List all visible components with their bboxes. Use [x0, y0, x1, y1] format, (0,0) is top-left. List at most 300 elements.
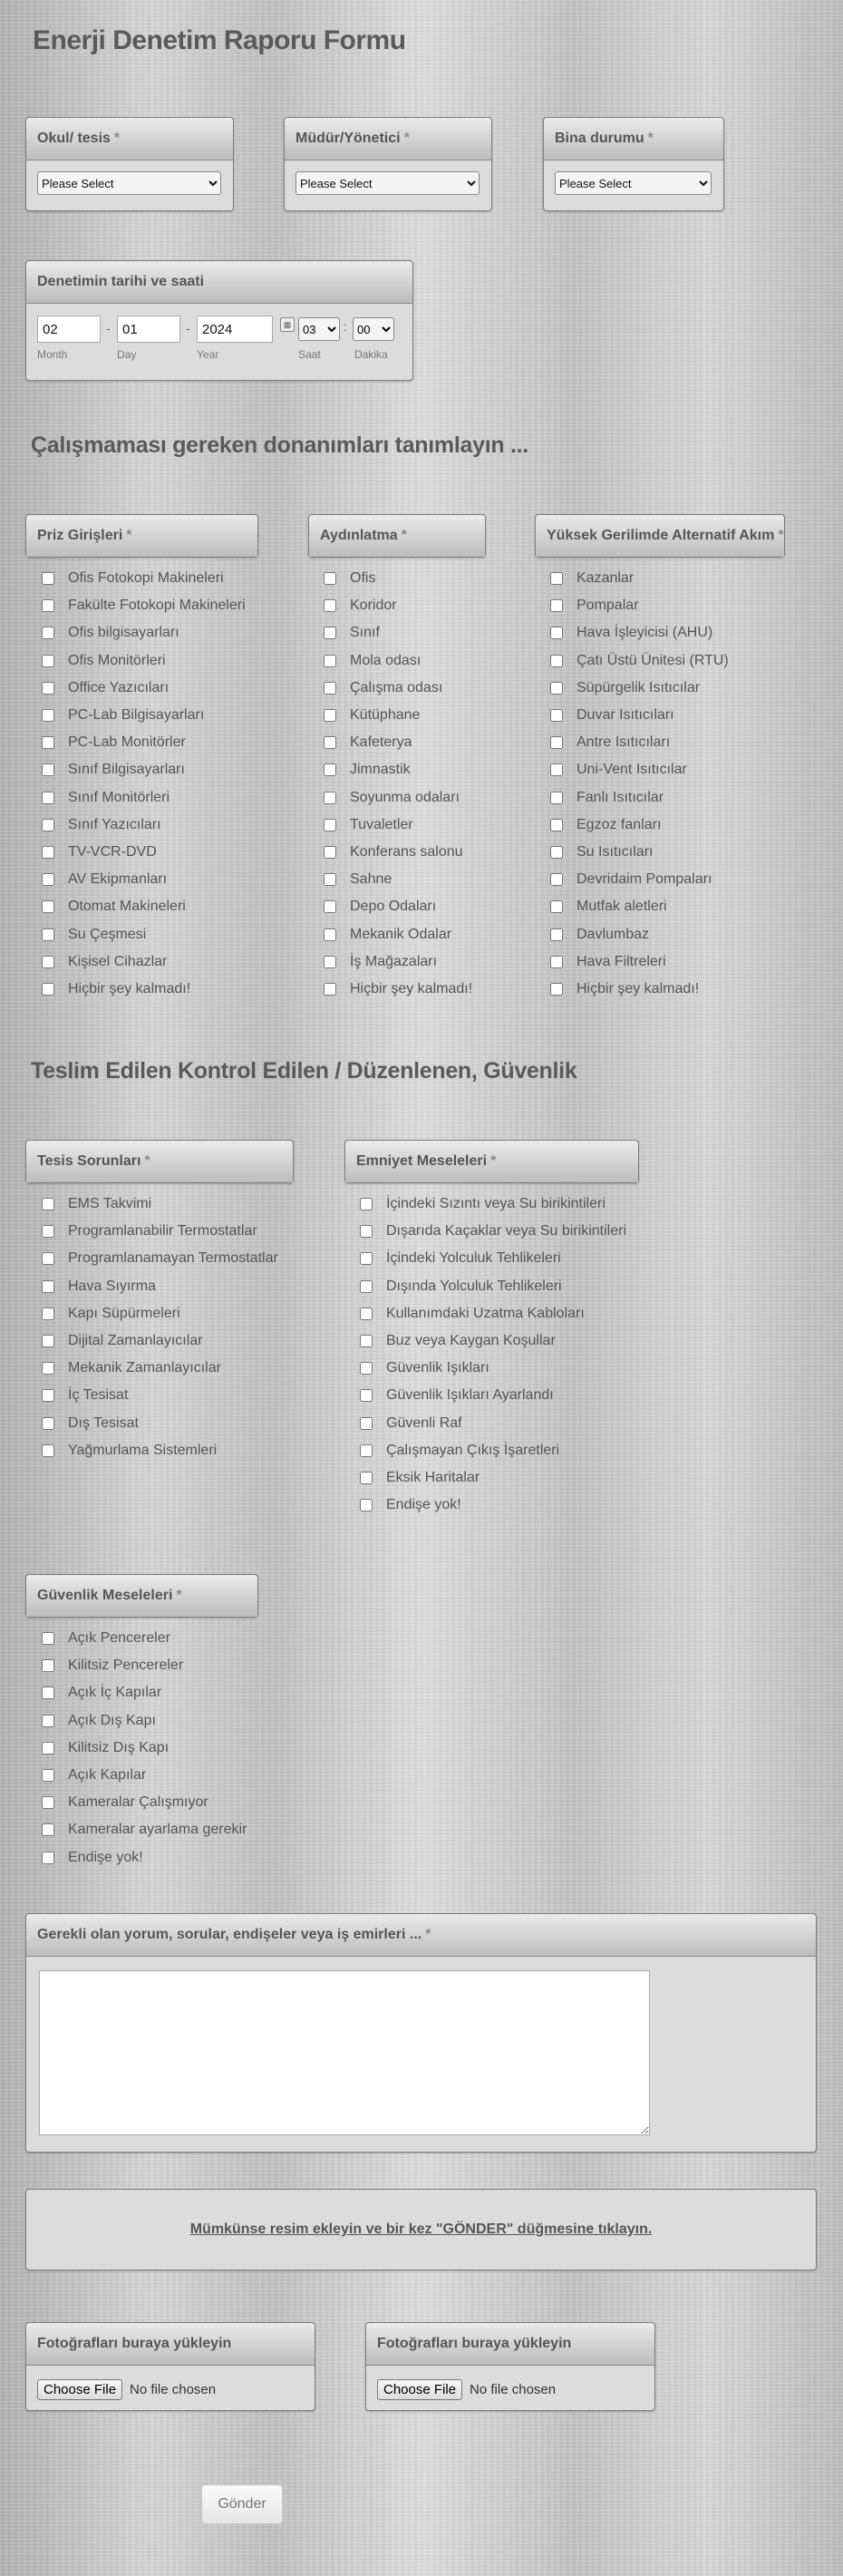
hvac-checklist — [550, 565, 729, 1003]
checkbox-item[interactable] — [42, 592, 246, 619]
checkbox[interactable] — [42, 599, 54, 612]
checkbox[interactable] — [324, 655, 336, 667]
checkbox-label: Kütüphane — [350, 707, 421, 724]
hour-select[interactable] — [298, 317, 340, 341]
checkbox[interactable] — [550, 709, 563, 722]
checkbox-label: Uni-Vent Isıtıcılar — [577, 762, 687, 778]
required-mark: * — [778, 528, 784, 543]
checkbox-item[interactable] — [324, 812, 472, 839]
checkbox-item[interactable] — [324, 565, 472, 592]
checkbox-item[interactable] — [550, 729, 729, 756]
checkbox-item[interactable] — [42, 565, 246, 592]
checkbox-item[interactable] — [550, 866, 729, 893]
checkbox[interactable] — [360, 1417, 373, 1430]
checkbox[interactable] — [42, 983, 54, 996]
checkbox[interactable] — [550, 599, 563, 612]
checkbox[interactable] — [42, 1198, 54, 1210]
checkbox-item[interactable] — [550, 976, 729, 1003]
checkbox-item[interactable] — [42, 866, 246, 893]
checkbox-item[interactable] — [42, 1382, 278, 1409]
checkbox[interactable] — [42, 1769, 54, 1782]
checkbox[interactable] — [42, 1444, 54, 1457]
checkbox[interactable] — [360, 1198, 373, 1210]
checkbox-label: Kameralar ayarlama gerekir — [68, 1822, 247, 1838]
checkbox-item[interactable] — [324, 976, 472, 1003]
checkbox[interactable] — [42, 873, 54, 886]
checkbox-item[interactable] — [42, 1327, 278, 1355]
checkbox[interactable] — [324, 736, 336, 749]
checkbox-item[interactable] — [324, 920, 472, 948]
required-mark: * — [176, 1588, 182, 1603]
checkbox-label: Kilitsiz Dış Kapı — [68, 1739, 170, 1755]
checkbox[interactable] — [42, 1417, 54, 1430]
building-status-select[interactable] — [555, 171, 712, 195]
checkbox-item[interactable] — [42, 1625, 247, 1652]
checkbox[interactable] — [550, 819, 563, 831]
checkbox-item[interactable] — [42, 1679, 247, 1706]
checkbox-label: Su Çeşmesi — [68, 926, 147, 942]
checkbox-label: Kazanlar — [577, 570, 635, 587]
checkbox[interactable] — [360, 1335, 373, 1347]
checkbox-item[interactable] — [42, 1735, 247, 1762]
year-input[interactable] — [197, 316, 273, 343]
checkbox-item[interactable] — [360, 1410, 626, 1437]
checkbox[interactable] — [42, 572, 54, 585]
choose-file-button[interactable]: Choose File — [37, 2379, 122, 2400]
checkbox[interactable] — [324, 900, 336, 913]
checkbox-label: Mekanik Zamanlayıcılar — [68, 1360, 221, 1376]
facility-checklist — [42, 1191, 278, 1464]
school-select[interactable] — [37, 171, 221, 195]
checkbox-item[interactable] — [360, 1245, 626, 1272]
checkbox-item[interactable] — [324, 729, 472, 756]
checkbox-label: Programlanamayan Termostatlar — [68, 1250, 278, 1267]
checkbox-label: TV-VCR-DVD — [68, 843, 157, 860]
checkbox[interactable] — [42, 763, 54, 776]
checkbox-label: Sınıf Monitörleri — [68, 789, 170, 805]
checkbox-item[interactable] — [360, 1355, 626, 1382]
datetime-label: Denetimin tarihi ve saati — [26, 261, 412, 304]
checkbox[interactable] — [42, 1715, 54, 1727]
checkbox[interactable] — [42, 956, 54, 968]
checkbox-item[interactable] — [42, 647, 246, 675]
file-status: No file chosen — [470, 2382, 557, 2397]
checkbox[interactable] — [550, 572, 563, 585]
checkbox-label: Dışarıda Kaçaklar veya Su birikintileri — [386, 1223, 626, 1239]
checkbox-item[interactable] — [324, 619, 472, 646]
checkbox[interactable] — [360, 1225, 373, 1238]
checkbox-item[interactable] — [42, 784, 246, 812]
comments-label: Gerekli olan yorum, sorular, endişeler veya iş emirleri ... — [37, 1927, 422, 1942]
checkbox-label: Konferans salonu — [350, 843, 463, 860]
checkbox-label: Devridaim Pompaları — [577, 871, 712, 888]
checkbox-item[interactable] — [324, 756, 472, 783]
checkbox[interactable] — [360, 1252, 373, 1265]
checkbox-label: Güvenlik Işıkları — [386, 1360, 489, 1376]
checkbox-label: Ofis bilgisayarları — [68, 625, 179, 641]
upload-field-1 — [25, 2322, 315, 2411]
hvac-label: Yüksek Gerilimde Alternatif Akım — [547, 528, 775, 543]
checkbox[interactable] — [42, 846, 54, 859]
checkbox[interactable] — [324, 956, 336, 968]
checkbox-item[interactable] — [324, 702, 472, 729]
checkbox[interactable] — [324, 627, 336, 639]
checkbox-label: Fakülte Fotokopi Makineleri — [68, 598, 246, 614]
checkbox-item[interactable] — [324, 647, 472, 675]
checkbox-item[interactable] — [42, 1437, 278, 1464]
checkbox-item[interactable] — [42, 839, 246, 866]
checkbox-label: Kilitsiz Pencereler — [68, 1657, 184, 1674]
photo-note: Mümkünse resim ekleyin ve bir kez "GÖNDER" düğmesine tıklayın. — [189, 2221, 653, 2237]
safety-group-header — [344, 1140, 639, 1183]
checkbox-label: Otomat Makineleri — [68, 899, 186, 915]
checkbox-label: Tuvaletler — [350, 816, 413, 832]
audit-datetime-field — [25, 260, 413, 381]
checkbox[interactable] — [42, 1335, 54, 1347]
checkbox-item[interactable] — [42, 893, 246, 920]
checkbox[interactable] — [324, 572, 336, 585]
checkbox[interactable] — [550, 682, 563, 695]
upload-label: Fotoğrafları buraya yükleyin — [26, 2323, 315, 2366]
checkbox-item[interactable] — [42, 729, 246, 756]
checkbox-label: Dışında Yolculuk Tehlikeleri — [386, 1278, 562, 1294]
checkbox-label: Süpürgelik Isıtıcılar — [577, 679, 701, 695]
checkbox-item[interactable] — [324, 784, 472, 812]
checkbox[interactable] — [42, 1307, 54, 1320]
checkbox-label: Hiçbir şey kalmadı! — [350, 980, 473, 996]
checkbox-label: Office Yazıcıları — [68, 679, 170, 695]
checkbox-item[interactable] — [42, 1300, 278, 1327]
checkbox[interactable] — [360, 1499, 373, 1512]
required-mark: * — [403, 131, 410, 146]
checkbox[interactable] — [42, 1252, 54, 1265]
checkbox-item[interactable] — [42, 948, 246, 976]
checkbox[interactable] — [42, 655, 54, 667]
checkbox-item[interactable] — [324, 839, 472, 866]
checkbox-item[interactable] — [550, 812, 729, 839]
building-status-label: Bina durumu — [555, 131, 644, 146]
checkbox[interactable] — [360, 1444, 373, 1457]
checkbox-label: Hiçbir şey kalmadı! — [577, 980, 700, 996]
checkbox-label: Mola odası — [350, 652, 422, 668]
checkbox-label: Su Isıtıcıları — [577, 843, 654, 860]
checkbox-label: Hava Sıyırma — [68, 1278, 156, 1294]
checkbox-label: Hava Filtreleri — [577, 953, 666, 969]
checkbox-label: Soyunma odaları — [350, 789, 460, 805]
manager-label: Müdür/Yönetici — [296, 131, 401, 146]
checkbox-label: Kapı Süpürmeleri — [68, 1305, 180, 1321]
checkbox-item[interactable] — [42, 1789, 247, 1816]
checkbox-item[interactable] — [324, 948, 472, 976]
checkbox-label: Dış Tesisat — [68, 1414, 139, 1431]
checkbox-item[interactable] — [324, 592, 472, 619]
checkbox[interactable] — [324, 928, 336, 941]
checkbox-item[interactable] — [324, 893, 472, 920]
required-mark: * — [490, 1153, 497, 1169]
checkbox-label: Endişe yok! — [68, 1849, 143, 1865]
checkbox-item[interactable] — [550, 784, 729, 812]
lighting-group-header — [308, 514, 486, 558]
checkbox[interactable] — [324, 846, 336, 859]
checkbox-label: AV Ekipmanları — [68, 871, 168, 888]
checkbox[interactable] — [42, 1280, 54, 1293]
checkbox[interactable] — [42, 819, 54, 831]
checkbox-label: Kameralar Çalışmıyor — [68, 1794, 208, 1811]
checkbox-label: Sınıf Yazıcıları — [68, 816, 161, 832]
required-mark: * — [647, 131, 654, 146]
file-status: No file chosen — [130, 2382, 217, 2397]
checkbox-item[interactable] — [360, 1492, 626, 1519]
security-group-header — [25, 1574, 258, 1618]
checkbox-item[interactable] — [360, 1218, 626, 1245]
checkbox-item[interactable] — [42, 1762, 247, 1789]
checkbox-label: Mekanik Odalar — [350, 926, 452, 942]
checkbox[interactable] — [42, 682, 54, 695]
photo-note-box — [25, 2189, 817, 2270]
checkbox-label: Çalışmayan Çıkış İşaretleri — [386, 1442, 560, 1458]
checkbox[interactable] — [360, 1280, 373, 1293]
checkbox[interactable] — [550, 763, 563, 776]
checkbox-label: Kafeterya — [350, 734, 412, 751]
checkbox-label: Açık Pencereler — [68, 1630, 170, 1647]
checkbox-label: İçindeki Yolculuk Tehlikeleri — [386, 1250, 561, 1267]
checkbox-label: İçindeki Sızıntı veya Su birikintileri — [386, 1196, 606, 1212]
checkbox-label: Kullanımdaki Uzatma Kabloları — [386, 1305, 585, 1321]
comments-field — [25, 1913, 817, 2153]
checkbox[interactable] — [42, 1742, 54, 1755]
checkbox[interactable] — [42, 1389, 54, 1402]
checkbox-item[interactable] — [42, 756, 246, 783]
checkbox-label: Antre Isıtıcıları — [577, 734, 671, 751]
checkbox[interactable] — [550, 846, 563, 859]
checkbox-item[interactable] — [42, 1355, 278, 1382]
manager-field — [284, 117, 492, 211]
required-mark: * — [126, 528, 132, 543]
checkbox-item[interactable] — [42, 675, 246, 702]
checkbox-label: Endişe yok! — [386, 1497, 461, 1513]
checkbox-item[interactable] — [360, 1437, 626, 1464]
checkbox[interactable] — [324, 709, 336, 722]
checkbox[interactable] — [42, 1659, 54, 1672]
checkbox-label: EMS Takvimi — [68, 1196, 152, 1212]
checkbox-label: Pompalar — [577, 598, 639, 614]
checkbox[interactable] — [324, 983, 336, 996]
checkbox[interactable] — [42, 1823, 54, 1836]
checkbox-item[interactable] — [550, 756, 729, 783]
checkbox[interactable] — [550, 792, 563, 804]
checkbox[interactable] — [42, 1687, 54, 1699]
checkbox-label: Mutfak aletleri — [577, 899, 667, 915]
lighting-checklist — [324, 565, 472, 1003]
required-mark: * — [113, 131, 121, 146]
checkbox[interactable] — [324, 873, 336, 886]
checkbox-label: İş Mağazaları — [350, 953, 438, 969]
checkbox[interactable] — [42, 900, 54, 913]
section-heading-safety: Teslim Edilen Kontrol Edilen / Düzenlenen, Güvenlik — [31, 1058, 577, 1084]
checkbox-item[interactable] — [550, 948, 729, 976]
checkbox-item[interactable] — [324, 675, 472, 702]
checkbox-label: Güvenlik Işıkları Ayarlandı — [386, 1387, 554, 1404]
checkbox-item[interactable] — [550, 619, 729, 646]
security-label: Güvenlik Meseleleri — [37, 1588, 173, 1603]
checkbox-label: Kişisel Cihazlar — [68, 953, 168, 969]
checkbox[interactable] — [324, 682, 336, 695]
checkbox[interactable] — [550, 627, 563, 639]
checkbox[interactable] — [360, 1307, 373, 1320]
checkbox[interactable] — [550, 655, 563, 667]
checkbox-label: Buz veya Kaygan Koşullar — [386, 1333, 556, 1349]
date-separator: - — [186, 321, 190, 335]
submit-button[interactable]: Gönder — [201, 2484, 283, 2524]
checkbox[interactable] — [42, 1362, 54, 1375]
checkbox-label: Eksik Haritalar — [386, 1469, 480, 1485]
checkbox-label: Egzoz fanları — [577, 816, 662, 832]
checkbox-label: Yağmurlama Sistemleri — [68, 1442, 218, 1458]
checkbox-item[interactable] — [550, 893, 729, 920]
checkbox-item[interactable] — [42, 1245, 278, 1272]
checkbox[interactable] — [42, 627, 54, 639]
checkbox[interactable] — [324, 763, 336, 776]
checkbox[interactable] — [324, 599, 336, 612]
lighting-label: Aydınlatma — [320, 528, 398, 543]
checkbox-label: Çatı Üstü Ünitesi (RTU) — [577, 652, 729, 668]
checkbox-label: Sınıf Bilgisayarları — [68, 762, 185, 778]
checkbox[interactable] — [550, 736, 563, 749]
checkbox-item[interactable] — [550, 647, 729, 675]
checkbox[interactable] — [324, 819, 336, 831]
checkbox[interactable] — [42, 928, 54, 941]
checkbox-item[interactable] — [42, 1273, 278, 1300]
checkbox[interactable] — [42, 1225, 54, 1238]
checkbox-item[interactable] — [42, 1844, 247, 1871]
checkbox-item[interactable] — [42, 1410, 278, 1437]
checkbox[interactable] — [42, 709, 54, 722]
upload-field-2 — [365, 2322, 655, 2411]
hour-sublabel: Saat — [298, 348, 321, 361]
checkbox-label: Dijital Zamanlayıcılar — [68, 1333, 203, 1349]
choose-file-button[interactable]: Choose File — [377, 2379, 462, 2400]
checkbox[interactable] — [360, 1472, 373, 1484]
security-checklist — [42, 1625, 247, 1871]
checkbox[interactable] — [550, 956, 563, 968]
checkbox-item[interactable] — [42, 1191, 278, 1218]
checkbox[interactable] — [550, 900, 563, 913]
checkbox-label: Ofis Monitörleri — [68, 652, 166, 668]
checkbox-label: Fanlı Isıtıcılar — [577, 789, 664, 805]
school-label: Okul/ tesis — [37, 131, 111, 146]
checkbox-item[interactable] — [42, 1218, 278, 1245]
checkbox-item[interactable] — [360, 1300, 626, 1327]
minute-select[interactable] — [353, 317, 394, 341]
checkbox-item[interactable] — [550, 565, 729, 592]
checkbox[interactable] — [42, 1852, 54, 1864]
checkbox-label: Koridor — [350, 598, 397, 614]
checkbox[interactable] — [42, 1632, 54, 1645]
checkbox-item[interactable] — [550, 675, 729, 702]
checkbox-label: Çalışma odası — [350, 679, 443, 695]
checkbox-item[interactable] — [360, 1273, 626, 1300]
checkbox[interactable] — [550, 983, 563, 996]
checkbox-item[interactable] — [360, 1382, 626, 1409]
page-title: Enerji Denetim Raporu Formu — [33, 25, 406, 55]
checkbox-label: Ofis — [350, 570, 376, 587]
day-sublabel: Day — [117, 348, 137, 361]
checkbox-item[interactable] — [42, 619, 246, 646]
checkbox-item[interactable] — [360, 1464, 626, 1492]
checkbox-item[interactable] — [360, 1327, 626, 1355]
checkbox-item[interactable] — [42, 920, 246, 948]
checkbox-item[interactable] — [42, 702, 246, 729]
required-mark: * — [401, 528, 407, 543]
checkbox-item[interactable] — [360, 1191, 626, 1218]
checkbox-label: Güvenli Raf — [386, 1414, 462, 1431]
checkbox-item[interactable] — [550, 592, 729, 619]
checkbox-item[interactable] — [550, 839, 729, 866]
checkbox-item[interactable] — [42, 976, 246, 1003]
safety-label: Emniyet Meseleleri — [356, 1153, 488, 1169]
checkbox-item[interactable] — [324, 866, 472, 893]
checkbox-label: Duvar Isıtıcıları — [577, 707, 674, 724]
checkbox-label: Programlanabilir Termostatlar — [68, 1223, 257, 1239]
checkbox[interactable] — [360, 1389, 373, 1402]
month-input[interactable] — [37, 316, 101, 343]
date-separator: - — [106, 321, 111, 335]
checkbox-item[interactable] — [42, 812, 246, 839]
checkbox[interactable] — [360, 1362, 373, 1375]
checkbox-label: Sınıf — [350, 625, 380, 641]
checkbox-item[interactable] — [550, 702, 729, 729]
minute-sublabel: Dakika — [354, 348, 388, 361]
checkbox-label: PC-Lab Monitörler — [68, 734, 186, 751]
month-sublabel: Month — [37, 348, 68, 361]
comments-textarea[interactable] — [39, 1970, 650, 2135]
required-mark: * — [425, 1927, 431, 1942]
checkbox[interactable] — [324, 792, 336, 804]
calendar-icon[interactable]: ▦ — [280, 317, 295, 332]
upload-label: Fotoğrafları buraya yükleyin — [366, 2323, 654, 2366]
building-status-field — [543, 117, 724, 211]
checkbox-item[interactable] — [550, 920, 729, 948]
safety-checklist — [360, 1191, 626, 1519]
checkbox-label: Davlumbaz — [577, 926, 650, 942]
checkbox[interactable] — [550, 928, 563, 941]
checkbox-item[interactable] — [42, 1816, 247, 1843]
checkbox[interactable] — [42, 1796, 54, 1809]
checkbox-label: PC-Lab Bilgisayarları — [68, 707, 205, 724]
school-field — [25, 117, 234, 211]
checkbox-item[interactable] — [42, 1652, 247, 1679]
checkbox-label: İç Tesisat — [68, 1387, 129, 1404]
time-separator: : — [344, 319, 347, 334]
checkbox[interactable] — [42, 736, 54, 749]
checkbox-label: Açık Dış Kapı — [68, 1712, 156, 1728]
section-heading-equipment: Çalışmaması gereken donanımları tanımlayın ... — [31, 433, 528, 458]
facility-label: Tesis Sorunları — [37, 1153, 141, 1169]
required-mark: * — [144, 1153, 150, 1169]
hvac-group-header — [535, 514, 785, 558]
checkbox[interactable] — [550, 873, 563, 886]
checkbox-item[interactable] — [42, 1707, 247, 1735]
checkbox-label: Açık Kapılar — [68, 1767, 147, 1784]
checkbox-label: Depo Odaları — [350, 899, 437, 915]
outlets-group-header — [25, 514, 258, 558]
outlets-checklist — [42, 565, 246, 1003]
checkbox[interactable] — [42, 792, 54, 804]
checkbox-label: Hava İşleyicisi (AHU) — [577, 625, 713, 641]
manager-select[interactable] — [296, 171, 480, 195]
outlets-label: Priz Girişleri — [37, 528, 123, 543]
day-input[interactable] — [117, 316, 180, 343]
